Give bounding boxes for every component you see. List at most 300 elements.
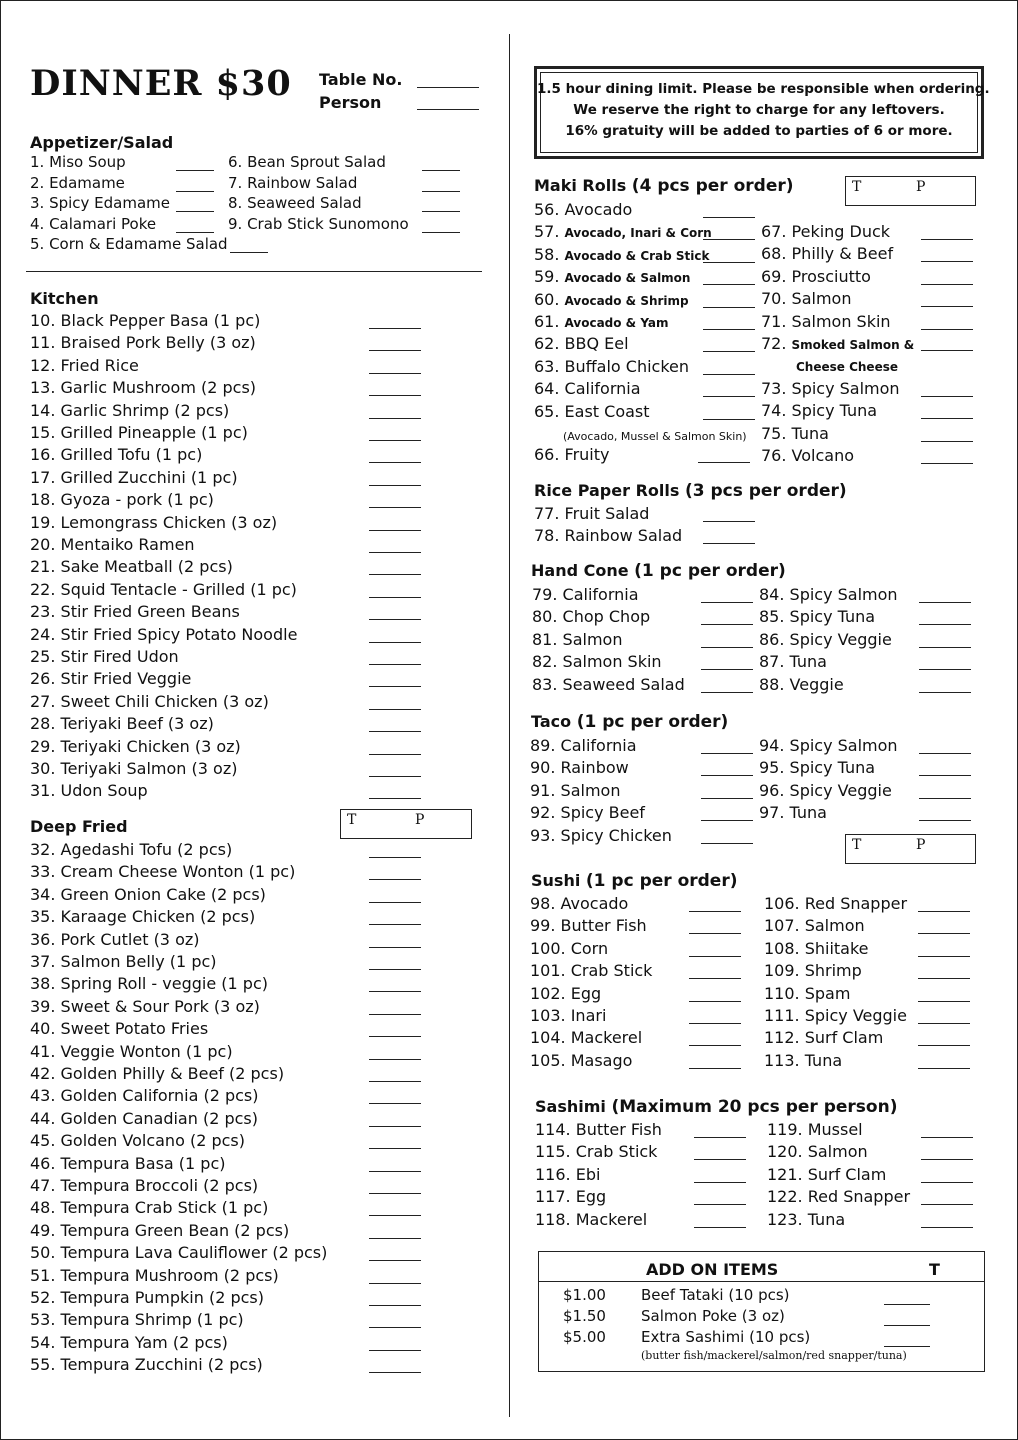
qty-field[interactable] — [703, 351, 755, 352]
appetizer-divider — [26, 271, 482, 272]
qty-field[interactable] — [703, 396, 755, 397]
item-num: 72. — [761, 334, 792, 353]
menu-item: 117. Egg — [535, 1187, 607, 1207]
taco-title-main: Taco — [531, 712, 577, 731]
menu-item — [534, 268, 690, 285]
qty-field[interactable] — [369, 991, 421, 992]
menu-item — [534, 380, 641, 397]
add-on-price: $1.00 — [563, 1286, 606, 1304]
menu-item: 85. Spicy Tuna — [759, 607, 876, 627]
add-on-box — [538, 1251, 985, 1372]
qty-field[interactable] — [694, 1227, 746, 1228]
menu-item: 119. Mussel — [767, 1120, 863, 1139]
menu-item: 94. Spicy Salmon — [759, 736, 898, 755]
menu-item: 30. Teriyaki Salmon (3 oz) — [30, 759, 238, 778]
qty-field[interactable] — [918, 1001, 970, 1002]
qty-field[interactable] — [230, 252, 268, 253]
qty-field[interactable] — [369, 857, 421, 858]
qty-field[interactable] — [701, 692, 753, 693]
item-name: Avocado & Yam — [564, 316, 669, 330]
qty-field[interactable] — [369, 1036, 421, 1037]
qty-field[interactable] — [176, 232, 214, 233]
qty-field[interactable] — [422, 232, 460, 233]
add-on-price: $1.50 — [563, 1307, 606, 1325]
qty-field[interactable] — [369, 1014, 421, 1015]
menu-item: 26. Stir Fried Veggie — [30, 669, 192, 689]
qty-field[interactable] — [369, 664, 421, 665]
qty-field[interactable] — [921, 1137, 973, 1138]
item-num: 60. — [534, 289, 565, 309]
menu-item: 42. Golden Philly & Beef (2 pcs) — [30, 1064, 285, 1083]
menu-item: 70. Salmon — [761, 289, 852, 309]
menu-item: 113. Tuna — [764, 1050, 843, 1070]
qty-field[interactable] — [919, 775, 971, 776]
add-on-price: $5.00 — [563, 1328, 606, 1346]
qty-field[interactable] — [369, 1103, 421, 1104]
qty-field[interactable] — [921, 1182, 973, 1183]
qty-field[interactable] — [689, 1023, 741, 1024]
menu-item: 121. Surf Clam — [767, 1164, 887, 1184]
menu-item: 90. Rainbow — [530, 758, 629, 778]
qty-field[interactable] — [369, 1350, 421, 1351]
east-coast-note: (Avocado, Mussel & Salmon Skin) — [563, 430, 747, 443]
menu-item — [534, 201, 632, 218]
qty-field[interactable] — [884, 1304, 930, 1305]
qty-field[interactable] — [369, 1260, 421, 1261]
person-field[interactable] — [417, 109, 479, 110]
item-num: 61. — [534, 312, 565, 331]
menu-item: 68. Philly & Beef — [761, 244, 894, 264]
menu-item: 20. Mentaiko Ramen — [30, 535, 195, 554]
qty-field[interactable] — [921, 418, 973, 419]
qty-field[interactable] — [689, 1001, 741, 1002]
add-on-t-label: T — [929, 1260, 940, 1279]
menu-item: 87. Tuna — [759, 652, 827, 672]
menu-item: 5. Corn & Edamame Salad — [30, 235, 228, 253]
menu-item: 11. Braised Pork Belly (3 oz) — [30, 333, 256, 353]
qty-field[interactable] — [369, 1126, 421, 1127]
menu-item: 34. Green Onion Cake (2 pcs) — [30, 884, 266, 904]
qty-field[interactable] — [921, 329, 973, 330]
qty-field[interactable] — [921, 1159, 973, 1160]
qty-field[interactable] — [919, 647, 971, 648]
qty-field[interactable] — [701, 820, 753, 821]
menu-item: 50. Tempura Lava Cauliflower (2 pcs) — [30, 1243, 328, 1263]
menu-item: 15. Grilled Pineapple (1 pc) — [30, 423, 248, 442]
qty-field[interactable] — [918, 933, 970, 934]
appetizer-title: Appetizer/Salad — [30, 133, 174, 152]
qty-field[interactable] — [369, 1327, 421, 1328]
qty-field[interactable] — [694, 1204, 746, 1205]
qty-field[interactable] — [369, 552, 421, 553]
qty-field[interactable] — [919, 753, 971, 754]
qty-field[interactable] — [176, 170, 214, 171]
qty-field[interactable] — [694, 1137, 746, 1138]
menu-item: 48. Tempura Crab Stick (1 pc) — [30, 1198, 269, 1218]
menu-item: 31. Udon Soup — [30, 781, 148, 801]
menu-item: 23. Stir Fried Green Beans — [30, 602, 240, 622]
menu-item: 111. Spicy Veggie — [764, 1006, 907, 1025]
qty-field[interactable] — [369, 924, 421, 925]
sushi-title-sub: (1 pc per order) — [585, 871, 738, 891]
menu-item: 97. Tuna — [759, 803, 827, 823]
menu-item: 29. Teriyaki Chicken (3 oz) — [30, 736, 241, 756]
add-on-divider — [539, 1281, 984, 1282]
page-title: DINNER $30 — [30, 63, 292, 104]
menu-item: 16. Grilled Tofu (1 pc) — [30, 445, 203, 465]
menu-item: 6. Bean Sprout Salad — [228, 153, 386, 171]
item-name: Buffalo Chicken — [564, 356, 690, 376]
menu-item: 82. Salmon Skin — [532, 652, 662, 672]
menu-item: 105. Masago — [530, 1050, 633, 1070]
menu-item: 71. Salmon Skin — [761, 311, 891, 331]
menu-item: 122. Red Snapper — [767, 1187, 911, 1207]
taco-title-sub: (1 pc per order) — [576, 712, 729, 732]
menu-item: 39. Sweet & Sour Pork (3 oz) — [30, 996, 260, 1016]
qty-field[interactable] — [369, 328, 421, 329]
menu-item: 101. Crab Stick — [530, 961, 653, 981]
item-name: Avocado & Crab Stick — [564, 248, 710, 263]
notice-box — [534, 66, 990, 159]
qty-field[interactable] — [921, 441, 973, 442]
menu-item: 49. Tempura Green Bean (2 pcs) — [30, 1220, 290, 1240]
item-num: 62. — [534, 334, 565, 354]
menu-item: 108. Shiitake — [764, 938, 869, 958]
qty-field[interactable] — [921, 284, 973, 285]
tp-p-label: P — [916, 837, 926, 853]
hand-cone-title-main: Hand Cone — [531, 561, 635, 580]
qty-field[interactable] — [369, 485, 421, 486]
menu-item: 80. Chop Chop — [532, 607, 651, 627]
menu-item: 73. Spicy Salmon — [761, 379, 900, 398]
qty-field[interactable] — [369, 1148, 421, 1149]
menu-item — [534, 291, 689, 308]
menu-item: 95. Spicy Tuna — [759, 758, 876, 778]
qty-field[interactable] — [369, 642, 421, 643]
menu-item — [534, 403, 650, 420]
qty-field[interactable] — [703, 329, 755, 330]
person-label: Person — [319, 93, 382, 112]
rice-paper-title-sub: (3 pcs per order) — [684, 481, 847, 501]
menu-item: 8. Seaweed Salad — [228, 194, 362, 212]
qty-field[interactable] — [176, 211, 214, 212]
sushi-tp-box[interactable] — [845, 834, 976, 864]
item-name: BBQ Eel — [564, 334, 629, 354]
qty-field[interactable] — [919, 602, 971, 603]
menu-item — [761, 335, 914, 352]
qty-field[interactable] — [703, 307, 755, 308]
qty-field[interactable] — [701, 669, 753, 670]
qty-field[interactable] — [689, 978, 741, 979]
menu-item: 19. Lemongrass Chicken (3 oz) — [30, 512, 278, 532]
qty-field[interactable] — [703, 374, 755, 375]
sashimi-title-sub: (Maximum 20 pcs per person) — [611, 1097, 898, 1117]
qty-field[interactable] — [422, 211, 460, 212]
menu-item-continued: Cheese Cheese — [796, 360, 898, 374]
tp-t-label: T — [852, 179, 862, 195]
qty-field[interactable] — [369, 1283, 421, 1284]
menu-item: 1. Miso Soup — [30, 153, 126, 171]
menu-item: 41. Veggie Wonton (1 pc) — [30, 1041, 233, 1061]
qty-field[interactable] — [701, 647, 753, 648]
sushi-title — [531, 871, 738, 891]
menu-item: 9. Crab Stick Sunomono — [228, 214, 409, 233]
taco-title — [531, 712, 728, 732]
tp-p-label: P — [916, 179, 926, 195]
qty-field[interactable] — [701, 602, 753, 603]
qty-field[interactable] — [422, 191, 460, 192]
menu-item: 47. Tempura Broccoli (2 pcs) — [30, 1176, 259, 1195]
qty-field[interactable] — [369, 969, 421, 970]
qty-field[interactable] — [703, 239, 755, 240]
menu-item — [534, 246, 710, 263]
item-name: East Coast — [564, 401, 650, 421]
menu-item: 13. Garlic Mushroom (2 pcs) — [30, 378, 257, 398]
qty-field[interactable] — [689, 911, 741, 912]
qty-field[interactable] — [369, 754, 421, 755]
menu-item: 103. Inari — [530, 1006, 607, 1025]
menu-item: 10. Black Pepper Basa (1 pc) — [30, 311, 261, 330]
maki-title-main: Maki Rolls — [534, 176, 632, 195]
menu-item: 53. Tempura Shrimp (1 pc) — [30, 1310, 244, 1330]
qty-field[interactable] — [703, 217, 755, 218]
qty-field[interactable] — [369, 1171, 421, 1172]
qty-field[interactable] — [694, 1182, 746, 1183]
qty-field[interactable] — [369, 709, 421, 710]
menu-item: 22. Squid Tentacle - Grilled (1 pc) — [30, 579, 297, 599]
qty-field[interactable] — [369, 1238, 421, 1239]
qty-field[interactable] — [921, 463, 973, 464]
qty-field[interactable] — [422, 170, 460, 171]
qty-field[interactable] — [369, 395, 421, 396]
menu-item: 120. Salmon — [767, 1142, 868, 1162]
deep-fried-tp-box[interactable] — [340, 809, 472, 839]
deep-fried-title: Deep Fried — [30, 817, 128, 836]
qty-field[interactable] — [369, 686, 421, 687]
qty-field[interactable] — [689, 1045, 741, 1046]
qty-field[interactable] — [918, 1023, 970, 1024]
qty-field[interactable] — [369, 597, 421, 598]
table-no-field[interactable] — [417, 87, 479, 88]
qty-field[interactable] — [921, 1204, 973, 1205]
qty-field[interactable] — [703, 284, 755, 285]
qty-field[interactable] — [369, 1059, 421, 1060]
tp-t-label: T — [347, 812, 357, 828]
menu-item: 27. Sweet Chili Chicken (3 oz) — [30, 691, 269, 711]
menu-item — [534, 335, 629, 352]
menu-item: 96. Spicy Veggie — [759, 780, 892, 800]
menu-item: 91. Salmon — [530, 780, 621, 800]
menu-item: 17. Grilled Zucchini (1 pc) — [30, 467, 238, 487]
qty-field[interactable] — [369, 574, 421, 575]
menu-item: 51. Tempura Mushroom (2 pcs) — [30, 1265, 279, 1285]
qty-field[interactable] — [689, 933, 741, 934]
tp-t-label: T — [852, 837, 862, 853]
menu-item: 98. Avocado — [530, 894, 629, 913]
menu-item: 21. Sake Meatball (2 pcs) — [30, 557, 233, 577]
menu-item: 110. Spam — [764, 983, 851, 1003]
menu-item: 18. Gyoza - pork (1 pc) — [30, 490, 214, 510]
menu-item: 40. Sweet Potato Fries — [30, 1019, 209, 1039]
menu-item: 88. Veggie — [759, 674, 844, 694]
qty-field[interactable] — [369, 1215, 421, 1216]
qty-field[interactable] — [369, 1305, 421, 1306]
menu-item: 114. Butter Fish — [535, 1120, 662, 1139]
menu-item: 43. Golden California (2 pcs) — [30, 1086, 259, 1106]
qty-field[interactable] — [701, 843, 753, 844]
qty-field[interactable] — [369, 879, 421, 880]
menu-item: 7. Rainbow Salad — [228, 173, 358, 192]
menu-item: 44. Golden Canadian (2 pcs) — [30, 1108, 258, 1128]
menu-item: 86. Spicy Veggie — [759, 629, 892, 649]
qty-field[interactable] — [369, 776, 421, 777]
menu-item: 45. Golden Volcano (2 pcs) — [30, 1131, 245, 1151]
qty-field[interactable] — [689, 1068, 741, 1069]
menu-item: 123. Tuna — [767, 1209, 846, 1229]
qty-field[interactable] — [369, 418, 421, 419]
menu-item: 115. Crab Stick — [535, 1142, 658, 1162]
item-name: Avocado, Inari & Corn — [564, 226, 712, 241]
menu-item: 38. Spring Roll - veggie (1 pc) — [30, 974, 268, 994]
qty-field[interactable] — [369, 507, 421, 508]
notice-line-3: 16% gratuity will be added to parties of 6 or more. — [565, 123, 953, 139]
qty-field[interactable] — [918, 1068, 970, 1069]
qty-field[interactable] — [369, 1081, 421, 1082]
menu-item: 37. Salmon Belly (1 pc) — [30, 952, 217, 971]
qty-field[interactable] — [369, 947, 421, 948]
add-on-title: ADD ON ITEMS — [646, 1260, 779, 1279]
menu-item: 25. Stir Fired Udon — [30, 647, 179, 666]
qty-field[interactable] — [701, 798, 753, 799]
qty-field[interactable] — [703, 262, 755, 263]
sashimi-title-main: Sashimi — [535, 1097, 612, 1116]
qty-field[interactable] — [921, 261, 973, 262]
sashimi-title — [535, 1097, 897, 1117]
qty-field[interactable] — [918, 978, 970, 979]
sushi-title-main: Sushi — [531, 871, 586, 890]
qty-field[interactable] — [694, 1159, 746, 1160]
menu-item: 81. Salmon — [532, 629, 623, 649]
qty-field[interactable] — [919, 820, 971, 821]
qty-field[interactable] — [369, 731, 421, 732]
qty-field[interactable] — [703, 521, 755, 522]
menu-item: 36. Pork Cutlet (3 oz) — [30, 929, 200, 949]
notice-line-2: We reserve the right to charge for any leftovers. — [573, 102, 945, 118]
qty-field[interactable] — [919, 669, 971, 670]
menu-item: 66. Fruity — [534, 445, 610, 464]
qty-field[interactable] — [369, 373, 421, 374]
menu-item — [534, 223, 712, 240]
menu-item: 100. Corn — [530, 938, 609, 958]
item-name: Avocado & Salmon — [564, 271, 691, 286]
qty-field[interactable] — [369, 530, 421, 531]
qty-field[interactable] — [918, 1045, 970, 1046]
qty-field[interactable] — [369, 1193, 421, 1194]
qty-field[interactable] — [701, 624, 753, 625]
item-name: Smoked Salmon & — [791, 338, 915, 352]
item-name: California — [564, 379, 641, 399]
hand-cone-title-sub: (1 pc per order) — [634, 561, 786, 581]
menu-item: 112. Surf Clam — [764, 1028, 884, 1048]
menu-item: 99. Butter Fish — [530, 916, 647, 936]
qty-field[interactable] — [369, 1372, 421, 1373]
menu-item: 28. Teriyaki Beef (3 oz) — [30, 714, 214, 734]
item-name: Avocado — [564, 200, 633, 219]
maki-title — [534, 176, 794, 196]
menu-item: 84. Spicy Salmon — [759, 585, 898, 604]
qty-field[interactable] — [919, 624, 971, 625]
qty-field[interactable] — [884, 1325, 930, 1326]
add-on-note: (butter fish/mackerel/salmon/red snapper/tuna) — [641, 1349, 907, 1362]
menu-item: 77. Fruit Salad — [534, 504, 650, 523]
menu-item: 54. Tempura Yam (2 pcs) — [30, 1332, 228, 1352]
qty-field[interactable] — [921, 350, 973, 351]
menu-item: 55. Tempura Zucchini (2 pcs) — [30, 1355, 263, 1375]
maki-tp-box[interactable] — [845, 176, 976, 206]
qty-field[interactable] — [369, 350, 421, 351]
qty-field[interactable] — [689, 956, 741, 957]
maki-title-sub: (4 pcs per order) — [631, 176, 794, 196]
tp-p-label: P — [415, 812, 425, 828]
menu-item: 52. Tempura Pumpkin (2 pcs) — [30, 1288, 265, 1307]
rice-paper-title-main: Rice Paper Rolls — [534, 481, 685, 500]
qty-field[interactable] — [698, 462, 750, 463]
menu-item: 4. Calamari Poke — [30, 214, 157, 233]
hand-cone-title — [531, 561, 786, 581]
qty-field[interactable] — [919, 798, 971, 799]
menu-item: 93. Spicy Chicken — [530, 825, 672, 845]
menu-item: 118. Mackerel — [535, 1209, 648, 1229]
menu-item: 78. Rainbow Salad — [534, 526, 683, 546]
qty-field[interactable] — [921, 396, 973, 397]
qty-field[interactable] — [369, 619, 421, 620]
menu-item: 12. Fried Rice — [30, 355, 139, 375]
menu-item: 14. Garlic Shrimp (2 pcs) — [30, 400, 230, 420]
kitchen-title: Kitchen — [30, 289, 99, 308]
item-num: 59. — [534, 267, 565, 287]
qty-field[interactable] — [369, 462, 421, 463]
qty-field[interactable] — [921, 239, 973, 240]
qty-field[interactable] — [918, 911, 970, 912]
qty-field[interactable] — [701, 775, 753, 776]
menu-item: 74. Spicy Tuna — [761, 401, 878, 421]
qty-field[interactable] — [176, 191, 214, 192]
menu-item: 83. Seaweed Salad — [532, 674, 685, 694]
add-on-item: Beef Tataki (10 pcs) — [641, 1286, 790, 1304]
qty-field[interactable] — [369, 902, 421, 903]
qty-field[interactable] — [369, 798, 421, 799]
qty-field[interactable] — [701, 753, 753, 754]
menu-item: 107. Salmon — [764, 916, 865, 936]
menu-item: 102. Egg — [530, 983, 602, 1003]
item-num: 63. — [534, 356, 565, 376]
qty-field[interactable] — [921, 1227, 973, 1228]
add-on-item: Extra Sashimi (10 pcs) — [641, 1328, 811, 1346]
column-divider — [509, 34, 510, 1417]
notice-line-1: 1.5 hour dining limit. Please be responsible when ordering. — [537, 81, 990, 97]
qty-field[interactable] — [703, 543, 755, 544]
qty-field[interactable] — [921, 306, 973, 307]
qty-field[interactable] — [919, 692, 971, 693]
qty-field[interactable] — [884, 1346, 930, 1347]
qty-field[interactable] — [703, 419, 755, 420]
menu-item: 104. Mackerel — [530, 1028, 643, 1048]
menu-item: 116. Ebi — [535, 1164, 601, 1184]
item-num: 58. — [534, 244, 565, 264]
qty-field[interactable] — [369, 440, 421, 441]
menu-item: 2. Edamame — [30, 173, 125, 192]
qty-field[interactable] — [918, 956, 970, 957]
